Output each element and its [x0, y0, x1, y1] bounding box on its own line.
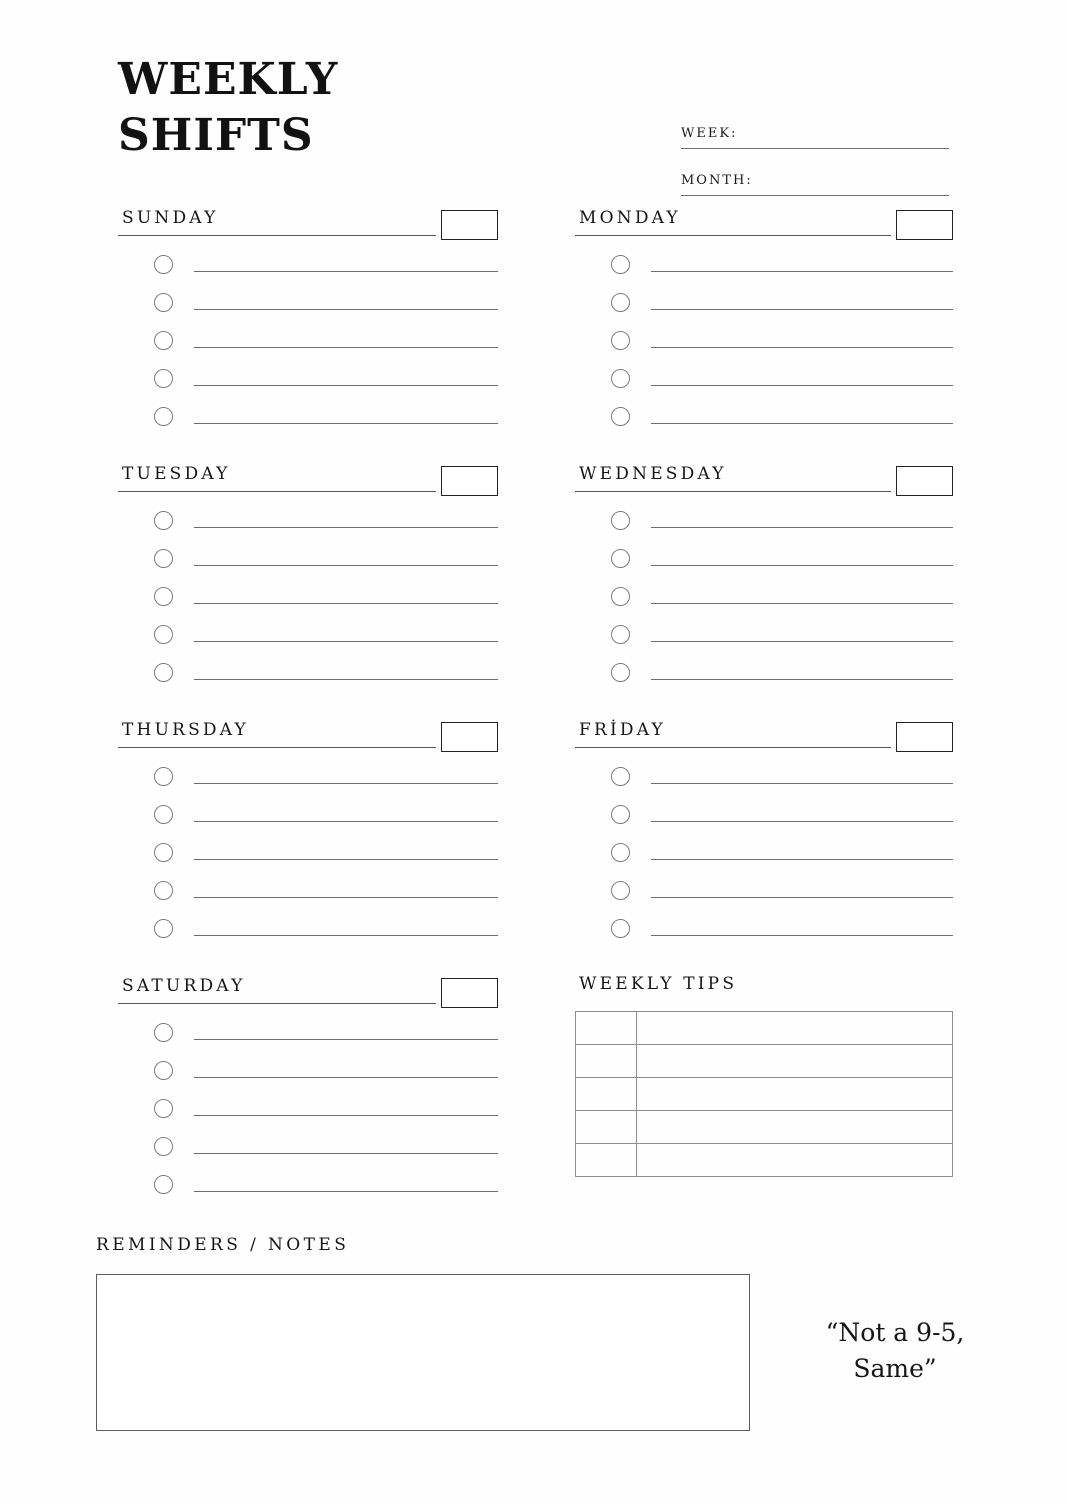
checkbox-circle-icon[interactable] [154, 407, 173, 426]
task-rule [651, 679, 953, 680]
task-row[interactable] [575, 658, 953, 696]
task-row[interactable] [118, 762, 498, 800]
task-rule [194, 527, 498, 528]
task-list-monday [575, 250, 953, 440]
quote-line-1: “Not a 9-5, [825, 1318, 965, 1347]
checkbox-circle-icon[interactable] [611, 549, 630, 568]
task-rule [651, 423, 953, 424]
task-rule [194, 385, 498, 386]
checkbox-circle-icon[interactable] [611, 255, 630, 274]
week-field[interactable] [681, 108, 949, 149]
quote-line-2: Same” [853, 1354, 937, 1383]
day-block-thursday [118, 718, 498, 952]
table-row[interactable] [576, 1078, 953, 1111]
task-row[interactable] [118, 1018, 498, 1056]
task-rule [194, 309, 498, 310]
table-row[interactable] [576, 1045, 953, 1078]
task-rule [194, 1039, 498, 1040]
day-count-box-thursday[interactable] [441, 722, 498, 752]
task-row[interactable] [118, 364, 498, 402]
task-row[interactable] [575, 544, 953, 582]
checkbox-circle-icon[interactable] [611, 843, 630, 862]
task-row[interactable] [118, 544, 498, 582]
tips-value-cell[interactable] [637, 1111, 953, 1144]
task-row[interactable] [118, 288, 498, 326]
task-list-wednesday [575, 506, 953, 696]
day-count-box-tuesday[interactable] [441, 466, 498, 496]
task-rule [194, 783, 498, 784]
checkbox-circle-icon[interactable] [611, 511, 630, 530]
day-rule [575, 491, 891, 492]
month-label: MONTH: [681, 173, 753, 188]
day-header-sunday [118, 206, 498, 236]
task-row[interactable] [118, 838, 498, 876]
day-name-friday: FRİDAY [579, 720, 666, 740]
checkbox-circle-icon[interactable] [611, 767, 630, 786]
tips-value-cell[interactable] [637, 1144, 953, 1177]
task-rule [194, 859, 498, 860]
task-rule [194, 565, 498, 566]
day-count-box-friday[interactable] [896, 722, 953, 752]
checkbox-circle-icon[interactable] [154, 293, 173, 312]
meta-fields [681, 108, 949, 196]
task-row[interactable] [118, 800, 498, 838]
checkbox-circle-icon[interactable] [611, 331, 630, 350]
table-row[interactable] [576, 1144, 953, 1177]
task-rule [194, 603, 498, 604]
title-line-1: WEEKLY [118, 54, 339, 105]
day-block-sunday [118, 206, 498, 440]
checkbox-circle-icon[interactable] [154, 1023, 173, 1042]
reminders-title: REMINDERS / NOTES [96, 1235, 350, 1255]
task-rule [194, 1191, 498, 1192]
month-field[interactable] [681, 155, 949, 196]
task-rule [651, 347, 953, 348]
page-title [118, 52, 578, 164]
checkbox-circle-icon[interactable] [611, 293, 630, 312]
task-row[interactable] [118, 914, 498, 952]
day-header-friday [575, 718, 953, 748]
checkbox-circle-icon[interactable] [611, 587, 630, 606]
title-line-2: SHIFTS [118, 110, 314, 161]
day-rule [575, 747, 891, 748]
weekly-tips-table [575, 1011, 953, 1177]
task-row[interactable] [575, 402, 953, 440]
checkbox-circle-icon[interactable] [154, 1061, 173, 1080]
task-row[interactable] [118, 402, 498, 440]
task-row[interactable] [118, 1170, 498, 1208]
day-name-thursday: THURSDAY [122, 720, 249, 740]
task-rule [651, 565, 953, 566]
day-header-tuesday [118, 462, 498, 492]
day-rule [118, 747, 436, 748]
checkbox-circle-icon[interactable] [154, 549, 173, 568]
checkbox-circle-icon[interactable] [154, 511, 173, 530]
day-block-saturday [118, 974, 498, 1208]
task-row[interactable] [118, 506, 498, 544]
day-rule [118, 1003, 436, 1004]
task-row[interactable] [575, 288, 953, 326]
task-row[interactable] [575, 914, 953, 952]
task-rule [651, 385, 953, 386]
task-list-thursday [118, 762, 498, 952]
task-rule [194, 897, 498, 898]
task-row[interactable] [575, 364, 953, 402]
task-rule [651, 783, 953, 784]
day-count-box-saturday[interactable] [441, 978, 498, 1008]
task-row[interactable] [118, 326, 498, 364]
checkbox-circle-icon[interactable] [154, 1137, 173, 1156]
task-rule [194, 1077, 498, 1078]
task-row[interactable] [575, 838, 953, 876]
checkbox-circle-icon[interactable] [154, 625, 173, 644]
task-rule [651, 527, 953, 528]
day-block-friday [575, 718, 953, 952]
checkbox-circle-icon[interactable] [611, 625, 630, 644]
reminders-notes-text[interactable] [97, 1275, 749, 1291]
checkbox-circle-icon[interactable] [154, 369, 173, 388]
task-row[interactable] [118, 250, 498, 288]
task-rule [651, 935, 953, 936]
task-row[interactable] [118, 582, 498, 620]
day-header-monday [575, 206, 953, 236]
day-rule [118, 235, 436, 236]
task-row[interactable] [575, 582, 953, 620]
task-rule [194, 935, 498, 936]
task-rule [194, 1153, 498, 1154]
task-row[interactable] [118, 1056, 498, 1094]
weekly-tips-section [575, 974, 953, 1177]
checkbox-circle-icon[interactable] [154, 1099, 173, 1118]
task-list-saturday [118, 1018, 498, 1208]
week-label: WEEK: [681, 126, 738, 141]
day-name-sunday: SUNDAY [122, 208, 219, 228]
checkbox-circle-icon[interactable] [154, 843, 173, 862]
task-rule [651, 897, 953, 898]
checkbox-circle-icon[interactable] [154, 587, 173, 606]
task-rule [194, 271, 498, 272]
checkbox-circle-icon[interactable] [154, 805, 173, 824]
task-row[interactable] [575, 620, 953, 658]
checkbox-circle-icon[interactable] [611, 407, 630, 426]
task-row[interactable] [118, 1132, 498, 1170]
checkbox-circle-icon[interactable] [154, 1175, 173, 1194]
checkbox-circle-icon[interactable] [611, 369, 630, 388]
day-block-tuesday [118, 462, 498, 696]
task-rule [194, 679, 498, 680]
task-list-tuesday [118, 506, 498, 696]
tips-value-cell[interactable] [637, 1078, 953, 1111]
tips-label-cell[interactable] [576, 1045, 637, 1078]
task-row[interactable] [575, 800, 953, 838]
task-rule [651, 821, 953, 822]
task-row[interactable] [118, 658, 498, 696]
day-name-tuesday: TUESDAY [122, 464, 231, 484]
day-rule [118, 491, 436, 492]
tips-value-cell[interactable] [637, 1045, 953, 1078]
task-rule [194, 1115, 498, 1116]
checkbox-circle-icon[interactable] [611, 881, 630, 900]
checkbox-circle-icon[interactable] [154, 331, 173, 350]
task-list-sunday [118, 250, 498, 440]
day-block-wednesday [575, 462, 953, 696]
tips-label-cell[interactable] [576, 1078, 637, 1111]
reminders-notes-box[interactable] [96, 1274, 750, 1431]
day-header-saturday [118, 974, 498, 1004]
tips-value-cell[interactable] [637, 1012, 953, 1045]
tips-label-cell[interactable] [576, 1144, 637, 1177]
day-rule [575, 235, 891, 236]
tips-label-cell[interactable] [576, 1111, 637, 1144]
day-block-monday [575, 206, 953, 440]
day-count-box-sunday[interactable] [441, 210, 498, 240]
tips-label-cell[interactable] [576, 1012, 637, 1045]
day-name-monday: MONDAY [579, 208, 681, 228]
task-row[interactable] [575, 876, 953, 914]
task-row[interactable] [575, 506, 953, 544]
checkbox-circle-icon[interactable] [154, 255, 173, 274]
task-row[interactable] [118, 1094, 498, 1132]
day-count-box-wednesday[interactable] [896, 466, 953, 496]
checkbox-circle-icon[interactable] [611, 919, 630, 938]
task-row[interactable] [118, 876, 498, 914]
task-rule [194, 423, 498, 424]
task-rule [194, 641, 498, 642]
checkbox-circle-icon[interactable] [154, 663, 173, 682]
task-rule [651, 271, 953, 272]
task-rule [651, 641, 953, 642]
task-rule [651, 603, 953, 604]
quote-block [790, 1315, 1000, 1387]
checkbox-circle-icon[interactable] [154, 767, 173, 786]
checkbox-circle-icon[interactable] [611, 663, 630, 682]
task-list-friday [575, 762, 953, 952]
day-header-thursday [118, 718, 498, 748]
weekly-tips-title: WEEKLY TIPS [579, 974, 738, 994]
task-rule [194, 821, 498, 822]
task-row[interactable] [575, 250, 953, 288]
table-row[interactable] [576, 1111, 953, 1144]
table-row[interactable] [576, 1012, 953, 1045]
day-name-wednesday: WEDNESDAY [579, 464, 727, 484]
day-name-saturday: SATURDAY [122, 976, 246, 996]
task-rule [651, 859, 953, 860]
day-count-box-monday[interactable] [896, 210, 953, 240]
task-rule [651, 309, 953, 310]
task-rule [194, 347, 498, 348]
checkbox-circle-icon[interactable] [154, 881, 173, 900]
day-header-wednesday [575, 462, 953, 492]
task-row[interactable] [575, 762, 953, 800]
checkbox-circle-icon[interactable] [154, 919, 173, 938]
task-row[interactable] [575, 326, 953, 364]
task-row[interactable] [118, 620, 498, 658]
checkbox-circle-icon[interactable] [611, 805, 630, 824]
